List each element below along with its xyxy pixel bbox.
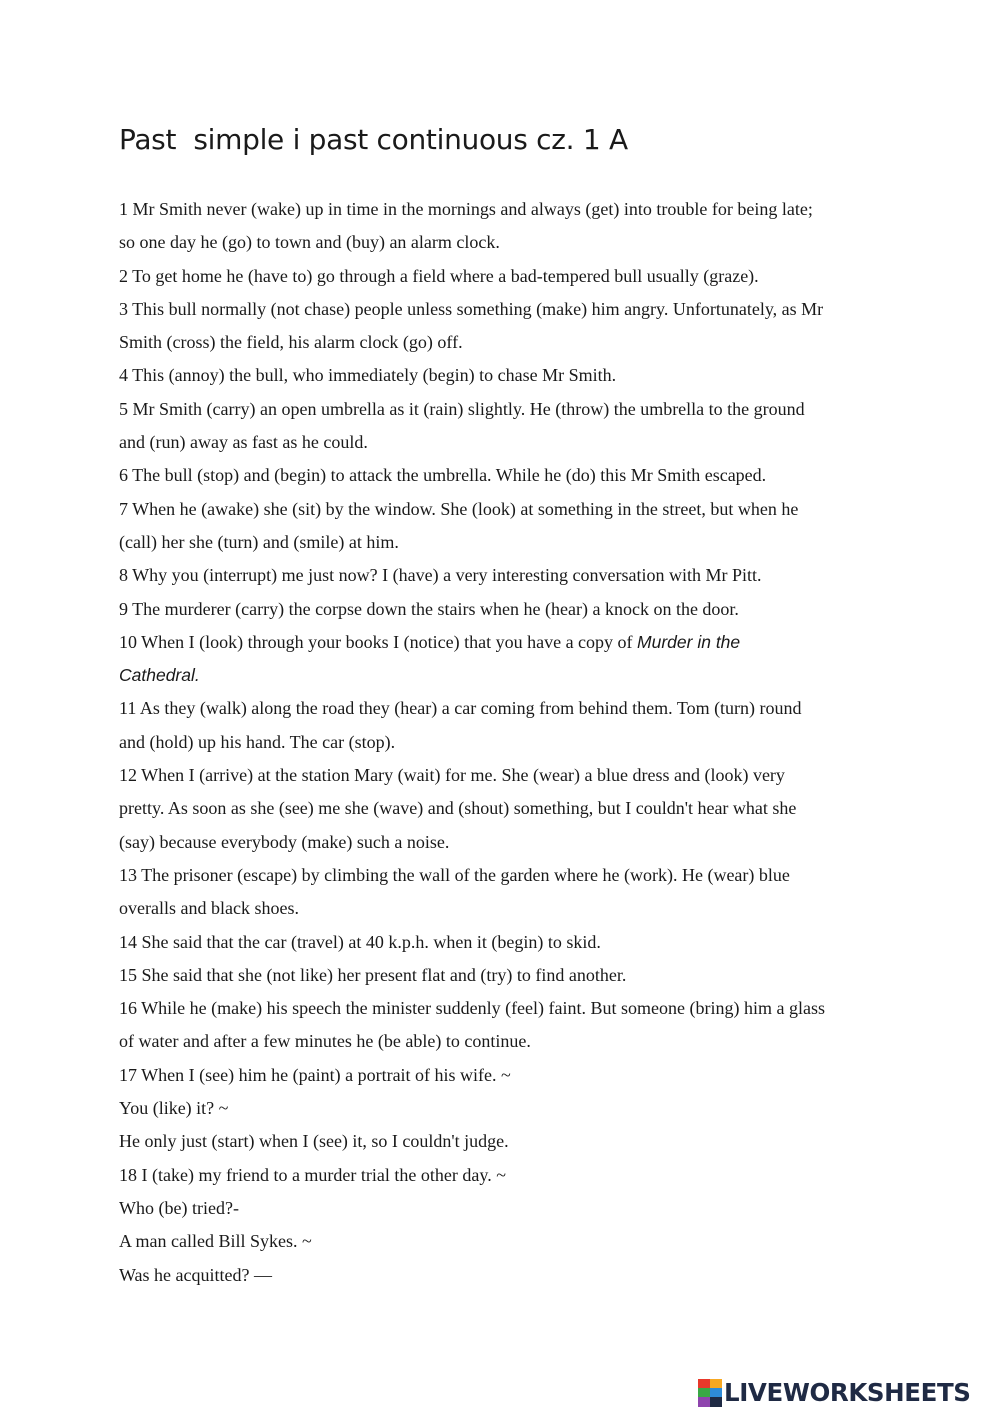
text-line: You (like) it? ~ — [119, 1098, 229, 1119]
text-line: 3 This bull normally (not chase) people unless something (make) him angry. Unfortunately, as Mr — [119, 298, 824, 319]
text-line: A man called Bill Sykes. ~ — [119, 1231, 312, 1252]
page-title: Past simple i past continuous cz. 1 A — [119, 123, 628, 156]
book-title-italic-continued: Cathedral. — [119, 665, 200, 686]
text-line: and (run) away as fast as he could. — [119, 432, 368, 453]
text-line: 9 The murderer (carry) the corpse down the stairs when he (hear) a knock on the door. — [119, 598, 739, 619]
brand-name: LIVEWORKSHEETS — [724, 1378, 971, 1407]
exercise-body — [119, 193, 889, 1292]
text-line: 12 When I (arrive) at the station Mary (wait) for me. She (wear) a blue dress and (look) very — [119, 765, 785, 786]
text-line: so one day he (go) to town and (buy) an alarm clock. — [119, 232, 500, 253]
logo-block-green — [698, 1388, 710, 1397]
text-line: 11 As they (walk) along the road they (hear) a car coming from behind them. Tom (turn) round — [119, 698, 802, 719]
text-line: 16 While he (make) his speech the minister suddenly (feel) faint. But someone (bring) him a glass — [119, 998, 825, 1019]
text-line: 8 Why you (interrupt) me just now? I (have) a very interesting conversation with Mr Pitt. — [119, 565, 762, 586]
text-line: 13 The prisoner (escape) by climbing the wall of the garden where he (work). He (wear) blue — [119, 864, 790, 885]
text-line: 1 Mr Smith never (wake) up in time in the mornings and always (get) into trouble for being late; — [119, 199, 813, 219]
text-line: overalls and black shoes. — [119, 898, 299, 919]
liveworksheets-brand — [698, 1378, 971, 1408]
text-line: 17 When I (see) him he (paint) a portrait of his wife. ~ — [119, 1064, 511, 1085]
text-line: 7 When he (awake) she (sit) by the window. She (look) at something in the street, but when he — [119, 498, 799, 519]
logo-block-orange — [710, 1379, 722, 1388]
book-title-italic: Murder in the — [637, 631, 741, 652]
text-line: 2 To get home he (have to) go through a field where a bad-tempered bull usually (graze). — [119, 265, 759, 286]
text-line: and (hold) up his hand. The car (stop). — [119, 731, 396, 752]
item-10-text: 10 When I (look) through your books I (notice) that you have a copy of — [119, 631, 638, 652]
logo-block-red — [698, 1379, 710, 1388]
text-line: 15 She said that she (not like) her present flat and (try) to find another. — [119, 964, 627, 985]
text-line: of water and after a few minutes he (be able) to continue. — [119, 1031, 531, 1052]
text-line: He only just (start) when I (see) it, so I couldn't judge. — [119, 1131, 509, 1152]
liveworksheets-logo-icon — [698, 1379, 722, 1407]
text-line: pretty. As soon as she (see) me she (wave) and (shout) something, but I couldn't hear what she — [119, 798, 797, 819]
text-line: (call) her she (turn) and (smile) at him. — [119, 531, 399, 552]
text-line: Smith (cross) the field, his alarm clock (go) off. — [119, 332, 463, 353]
logo-block-purple — [698, 1397, 710, 1407]
text-line: 4 This (annoy) the bull, who immediately (begin) to chase Mr Smith. — [119, 365, 617, 386]
text-line: 5 Mr Smith (carry) an open umbrella as it (rain) slightly. He (throw) the umbrella to the ground — [119, 398, 805, 419]
text-line: 18 I (take) my friend to a murder trial the other day. ~ — [119, 1164, 506, 1185]
text-line: (say) because everybody (make) such a noise. — [119, 831, 450, 852]
text-line: Who (be) tried?- — [119, 1197, 239, 1218]
logo-block-blue — [710, 1388, 722, 1397]
text-line: Was he acquitted? — — [119, 1264, 272, 1285]
logo-block-navy — [710, 1397, 722, 1407]
text-line-item-10 — [119, 626, 889, 659]
text-line: 6 The bull (stop) and (begin) to attack the umbrella. While he (do) this Mr Smith escaped. — [119, 465, 767, 486]
text-line: 14 She said that the car (travel) at 40 k.p.h. when it (begin) to skid. — [119, 931, 601, 952]
